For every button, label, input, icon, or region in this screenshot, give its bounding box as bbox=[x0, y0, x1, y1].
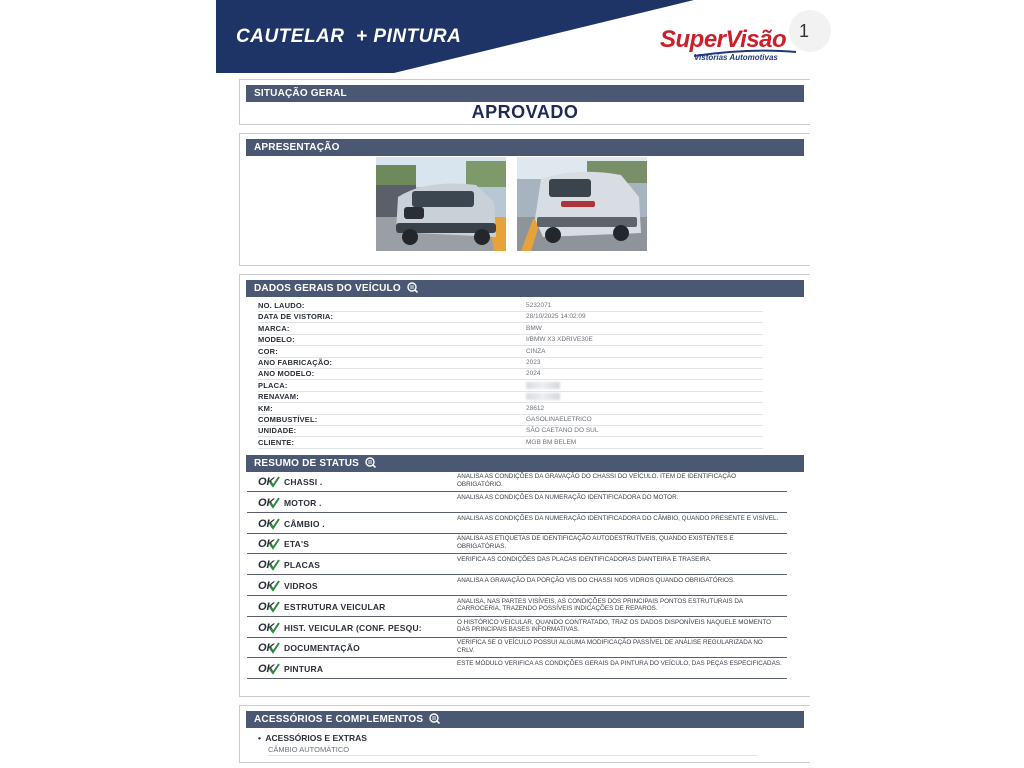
section-apresentacao bbox=[239, 133, 810, 266]
status-label: HIST. VEICULAR (CONF. PESQU: bbox=[284, 622, 422, 633]
field-value: 5232071 bbox=[526, 302, 552, 309]
overall-status: APROVADO bbox=[471, 102, 579, 122]
ok-text: OK bbox=[258, 538, 275, 551]
status-description: O HISTÓRICO VEICULAR, QUANDO CONTRATADO, TRAZ OS DADOS DISPONÍVEIS NAQUELE MOMENTO DAS PRINCIPAIS BASES INFORMATIVAS. bbox=[457, 618, 772, 634]
field-label: PLACA: bbox=[258, 380, 288, 390]
ok-check-icon bbox=[258, 495, 280, 509]
field-value: I/BMW X3 XDRIVE30E bbox=[526, 336, 593, 344]
section-heading: ACESSÓRIOS E COMPLEMENTOS bbox=[246, 711, 804, 728]
field-value: CINZA bbox=[526, 347, 546, 355]
status-description: VERIFICA SE O VEÍCULO POSSUI ALGUMA MODIFICAÇÃO PASSÍVEL DE ANÁLISE REGULARIZADA NO CRLV. bbox=[457, 639, 763, 654]
ok-text: OK bbox=[258, 517, 275, 530]
status-description: ANALISA AS CONDIÇÕES DA NUMERAÇÃO IDENTIFICADORA DO MOTOR. bbox=[457, 493, 679, 501]
vehicle-data-row bbox=[258, 311, 763, 323]
vehicle-data-row bbox=[258, 323, 763, 335]
section-heading: SITUAÇÃO GERAL bbox=[246, 85, 804, 102]
ok-text: OK bbox=[258, 642, 275, 655]
status-row bbox=[247, 471, 787, 492]
field-value: 2023 bbox=[526, 359, 541, 366]
status-row bbox=[247, 513, 787, 534]
field-label: MARCA: bbox=[258, 323, 290, 333]
ok-text: OK bbox=[258, 663, 275, 676]
supervisao-logo bbox=[660, 26, 800, 66]
car-rear-photo bbox=[517, 157, 647, 251]
field-label: ANO MODELO: bbox=[258, 369, 315, 379]
field-value bbox=[526, 391, 560, 402]
vehicle-data-row bbox=[258, 425, 763, 437]
ok-text: OK bbox=[258, 559, 275, 572]
field-label: COR: bbox=[258, 346, 278, 356]
report-header bbox=[216, 0, 809, 73]
vehicle-data-row bbox=[258, 380, 763, 392]
field-value: GASOLINAELETRICO bbox=[526, 416, 592, 423]
status-description: ANALISA AS ETIQUETAS DE IDENTIFICAÇÃO AUTODESTRUTÍVEIS, QUANDO EXISTENTES E OBRIGATÓRIAS. bbox=[457, 535, 734, 550]
search-icon bbox=[429, 713, 440, 724]
status-row bbox=[247, 533, 787, 554]
field-label: RENAVAM: bbox=[258, 392, 299, 402]
ok-check-icon bbox=[258, 661, 280, 675]
field-value: 28612 bbox=[526, 404, 545, 412]
status-label: CHASSI . bbox=[284, 477, 323, 487]
ok-check-icon bbox=[258, 557, 280, 571]
section-heading: DADOS GERAIS DO VEÍCULO bbox=[246, 280, 804, 297]
status-label: PLACAS bbox=[284, 560, 321, 571]
status-description: ANALISA AS CONDIÇÕES DA NUMERAÇÃO IDENTIFICADORA DO CÂMBIO, QUANDO PRESENTE E VISÍVEL. bbox=[457, 514, 779, 522]
accessory-value: CÂMBIO AUTOMÁTICO bbox=[268, 745, 758, 756]
ok-check-icon bbox=[258, 620, 280, 634]
field-label: DATA DE VISTORIA: bbox=[258, 312, 334, 322]
logo-subtitle: Vistorias Automotivas bbox=[694, 53, 778, 62]
field-label: KM: bbox=[258, 403, 273, 413]
status-row bbox=[247, 658, 787, 679]
field-value: 28/10/2025 14:02:09 bbox=[526, 313, 586, 321]
section-resumo-status bbox=[239, 450, 810, 697]
field-label: NO. LAUDO: bbox=[258, 301, 305, 310]
section-heading: RESUMO DE STATUS bbox=[246, 455, 804, 472]
vehicle-data-row bbox=[258, 437, 763, 449]
status-row bbox=[247, 492, 787, 513]
field-value: 2024 bbox=[526, 370, 541, 378]
status-description: ANALISA, NAS PARTES VISÍVEIS, AS CONDIÇÕES DOS PRINCIPAIS PONTOS ESTRUTURAIS DA CARROCERIA, TRAZENDO POSSÍVEIS INDICAÇÕES DE REPAROS. bbox=[457, 597, 743, 613]
page-number: 1 bbox=[799, 21, 810, 41]
ok-check-icon bbox=[258, 578, 280, 592]
ok-check-icon bbox=[258, 536, 280, 550]
field-label: ANO FABRICAÇÃO: bbox=[258, 358, 333, 367]
status-label: ETA'S bbox=[284, 539, 310, 550]
ok-check-icon bbox=[258, 516, 280, 530]
search-icon bbox=[407, 282, 418, 293]
vehicle-data-row bbox=[258, 368, 763, 380]
status-label: CÂMBIO . bbox=[284, 518, 325, 529]
status-row bbox=[247, 617, 787, 638]
vehicle-data-row bbox=[258, 391, 763, 403]
status-description: ESTE MÓDULO VERIFICA AS CONDIÇÕES GERAIS DA PINTURA DO VEÍCULO, DAS PEÇAS ESPECIFICADAS. bbox=[457, 660, 782, 668]
status-row bbox=[247, 637, 787, 658]
vehicle-data-row bbox=[258, 357, 763, 369]
ok-text: OK bbox=[258, 476, 275, 488]
status-row bbox=[247, 596, 787, 617]
ok-check-icon bbox=[258, 474, 280, 488]
section-dados-gerais bbox=[239, 274, 810, 451]
vehicle-data-row bbox=[258, 414, 763, 426]
report-page bbox=[216, 0, 809, 768]
vehicle-data-row bbox=[258, 300, 763, 312]
section-acessorios bbox=[239, 705, 810, 763]
field-label: COMBUSTÍVEL: bbox=[258, 415, 318, 424]
vehicle-data-row bbox=[258, 334, 763, 346]
status-row bbox=[247, 554, 787, 575]
report-title: CAUTELAR + PINTURA bbox=[236, 26, 462, 47]
redacted-value bbox=[526, 393, 560, 400]
search-icon bbox=[365, 457, 376, 468]
field-value: BMW bbox=[526, 324, 542, 332]
section-heading: APRESENTAÇÃO bbox=[246, 139, 804, 156]
ok-text: OK bbox=[258, 600, 275, 613]
vehicle-data-row bbox=[258, 403, 763, 415]
field-value bbox=[526, 380, 560, 391]
ok-check-icon bbox=[258, 640, 280, 654]
redacted-value bbox=[526, 382, 560, 389]
car-front-photo bbox=[376, 157, 506, 251]
status-description: VERIFICA AS CONDIÇÕES DAS PLACAS IDENTIFICADORAS DIANTEIRA E TRASEIRA. bbox=[457, 556, 712, 564]
logo-wordmark: SuperVisão bbox=[660, 26, 787, 53]
field-value: SÃO CAETANO DO SUL bbox=[526, 427, 599, 435]
status-label: VIDROS bbox=[284, 581, 318, 591]
accessory-item: • ACESSÓRIOS E EXTRAS bbox=[258, 733, 367, 743]
status-description: ANALISA AS CONDIÇÕES DA GRAVAÇÃO DO CHASSI DO VEÍCULO. ITEM DE IDENTIFICAÇÃO OBRIGATÓRIO. bbox=[457, 473, 736, 488]
status-label: ESTRUTURA VEICULAR bbox=[284, 601, 386, 612]
field-label: UNIDADE: bbox=[258, 426, 297, 436]
ok-check-icon bbox=[258, 599, 280, 613]
field-label: CLIENTE: bbox=[258, 437, 295, 447]
status-row bbox=[247, 575, 787, 596]
section-situacao-geral bbox=[239, 79, 810, 125]
ok-text: OK bbox=[258, 621, 275, 634]
field-value: MGB BM BELEM bbox=[526, 438, 577, 446]
field-label: MODELO: bbox=[258, 335, 295, 345]
ok-text: OK bbox=[258, 580, 275, 592]
status-label: MOTOR . bbox=[284, 497, 322, 508]
ok-text: OK bbox=[258, 496, 275, 509]
vehicle-data-row bbox=[258, 346, 763, 358]
status-description: ANALISA A GRAVAÇÃO DA PORÇÃO VIS DO CHASSI NOS VIDROS QUANDO OBRIGATÓRIOS. bbox=[457, 577, 735, 584]
status-label: PINTURA bbox=[284, 664, 324, 675]
status-label: DOCUMENTAÇÃO bbox=[284, 643, 360, 654]
